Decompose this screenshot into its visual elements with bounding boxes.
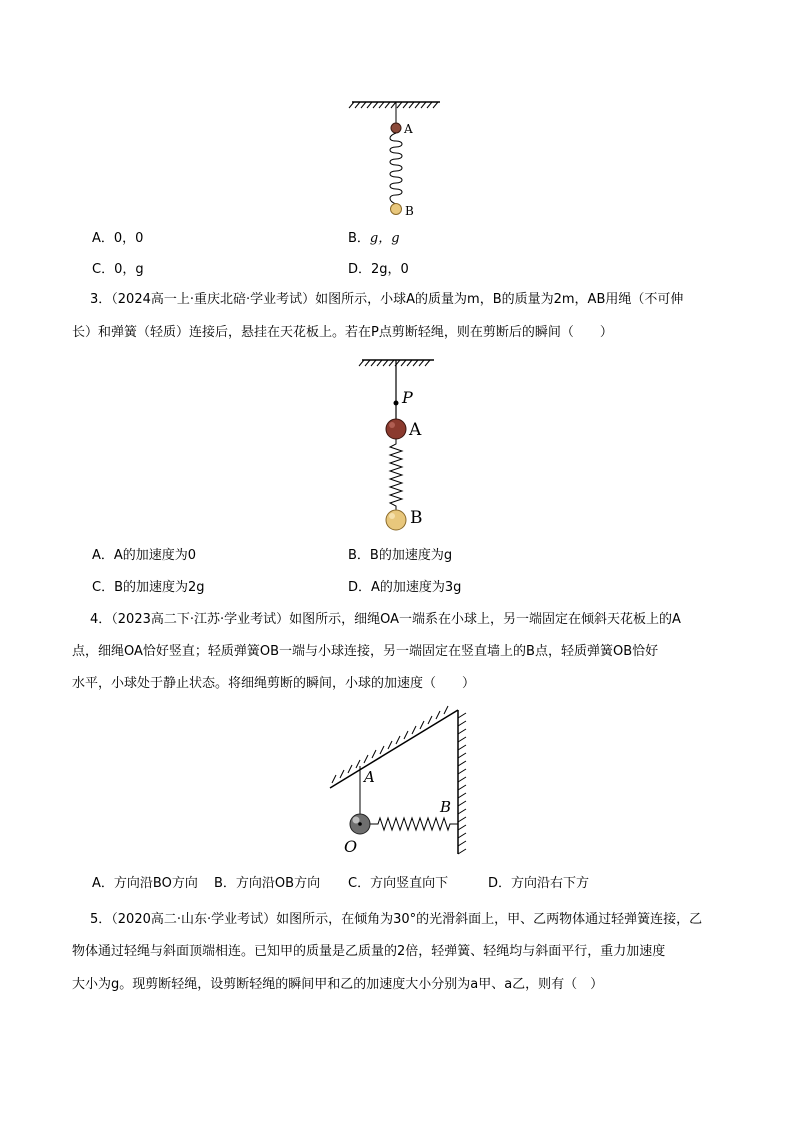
- question-number: 3．: [90, 292, 112, 307]
- q3-option-d[interactable]: D．A的加速度为3g: [348, 580, 462, 595]
- question-source: （2024高一上·重庆北碚·学业考试）: [111, 292, 316, 307]
- q4-stem-line1: 4．（2023高二下·江苏·学业考试）如图所示，细绳OA一端系在小球上，另一端固定在倾斜天花板上的A: [90, 612, 681, 627]
- figure-spring-ab: [340, 92, 450, 220]
- question-source: （2020高二·山东·学业考试）: [111, 912, 277, 927]
- q4-stem-line3: 水平，小球处于静止状态。将细绳剪断的瞬间，小球的加速度（ ）: [72, 676, 476, 691]
- q4-option-d[interactable]: D．方向沿右下方: [488, 876, 590, 891]
- ball-b: [391, 204, 402, 215]
- label-a: A: [364, 768, 375, 786]
- figure-q3-rope-spring: [350, 350, 450, 535]
- q5-stem-line1: 5．（2020高二·山东·学业考试）如图所示，在倾角为30°的光滑斜面上，甲、乙两物体通过轻弹簧连接，乙: [90, 912, 703, 927]
- q3-option-a[interactable]: A．A的加速度为0: [92, 548, 197, 563]
- ball-a: [391, 123, 401, 133]
- question-number: 5．: [90, 912, 112, 927]
- q4-stem-line2: 点，细绳OA恰好竖直；轻质弹簧OB一端与小球连接，另一端固定在竖直墙上的B点，轻质弹簧OB恰好: [72, 644, 659, 659]
- q3-option-c[interactable]: C．B的加速度为2g: [92, 580, 205, 595]
- vertical-wall: [458, 710, 466, 854]
- figure-q4-incline-wall: [322, 704, 478, 860]
- q5-stem-line3: 大小为g。现剪断轻绳，设剪断轻绳的瞬间甲和乙的加速度大小分别为a甲、a乙，则有（ ）: [72, 977, 604, 992]
- point-p: [394, 401, 399, 406]
- zigzag-spring: [390, 439, 402, 510]
- label-o: O: [344, 837, 358, 856]
- inclined-ceiling: [330, 706, 458, 788]
- ball-b: [386, 510, 406, 530]
- question-number: 4．: [90, 612, 112, 627]
- label-p: P: [402, 388, 413, 407]
- label-b: B: [410, 508, 423, 528]
- label-b: B: [405, 204, 414, 218]
- q2-option-a[interactable]: A．0，0: [92, 231, 144, 246]
- ball-a: [386, 419, 406, 439]
- q4-option-c[interactable]: C．方向竖直向下: [348, 876, 449, 891]
- q4-option-a[interactable]: A．方向沿BO方向: [92, 876, 198, 891]
- q4-option-b[interactable]: B．方向沿OB方向: [214, 876, 321, 891]
- label-b: B: [440, 798, 452, 816]
- q3-stem-line1: 3．（2024高一上·重庆北碚·学业考试）如图所示，小球A的质量为m，B的质量为2m，AB用绳（不可伸: [90, 292, 684, 307]
- question-source: （2023高二下·江苏·学业考试）: [111, 612, 290, 627]
- spring-ob: [370, 818, 458, 830]
- label-a: A: [409, 420, 422, 440]
- q3-option-b[interactable]: B．B的加速度为g: [348, 548, 453, 563]
- q2-option-b[interactable]: B．g，g: [348, 231, 400, 246]
- label-a: A: [404, 122, 413, 136]
- coil-spring: [390, 133, 402, 204]
- q2-option-d[interactable]: D．2g，0: [348, 262, 409, 277]
- q5-stem-line2: 物体通过轻绳与斜面顶端相连。已知甲的质量是乙质量的2倍，轻弹簧、轻绳均与斜面平行，重力加速度: [72, 944, 666, 959]
- q2-option-c[interactable]: C．0，g: [92, 262, 144, 277]
- ceiling: [349, 102, 440, 108]
- q3-stem-line2: 长）和弹簧（轻质）连接后，悬挂在天花板上。若在P点剪断轻绳，则在剪断后的瞬间（ ）: [72, 325, 613, 340]
